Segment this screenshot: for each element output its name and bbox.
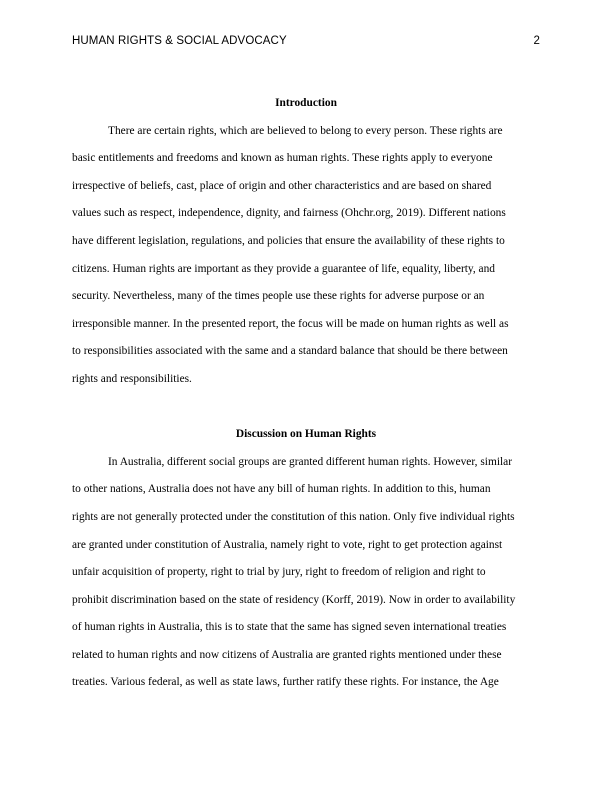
running-head-title: HUMAN RIGHTS & SOCIAL ADVOCACY [72,35,287,47]
text-line: values such as respect, independence, dignity, and fairness (Ohchr.org, 2019). Different nations [72,207,506,220]
text-line: There are certain rights, which are believed to belong to every person. These rights are [108,124,503,137]
text-line: irresponsible manner. In the presented report, the focus will be made on human rights as well as [72,317,509,330]
text-line: rights and responsibilities. [72,372,192,385]
text-line: rights are not generally protected under the constitution of this nation. Only five individual rights [72,510,515,523]
text-line: are granted under constitution of Australia, namely right to vote, right to get protection against [72,538,503,551]
page-number: 2 [533,35,540,47]
text-line: basic entitlements and freedoms and known as human rights. These rights apply to everyone [72,152,493,165]
section-heading-discussion: Discussion on Human Rights [235,428,377,441]
text-line: unfair acquisition of property, right to trial by jury, right to freedom of religion and right to [72,566,486,579]
text-line: treaties. Various federal, as well as state laws, further ratify these rights. For instance, the Age [72,676,499,689]
paragraph-introduction [72,118,540,394]
section-heading-introduction: Introduction [275,97,337,109]
text-line: irrespective of beliefs, cast, place of origin and other characteristics and are based on shared [72,179,492,192]
text-line: security. Nevertheless, many of the times people use these rights for adverse purpose or an [72,290,485,303]
text-line: related to human rights and now citizens of Australia are granted rights mentioned under these [72,648,502,661]
text-line: citizens. Human rights are important as they provide a guarantee of life, equality, liberty, and [72,262,495,275]
text-line: In Australia, different social groups are granted different human rights. However, similar [108,455,512,468]
section-spacer [72,394,540,422]
text-line: to other nations, Australia does not have any bill of human rights. In addition to this, human [72,483,491,496]
text-line: of human rights in Australia, this is to state that the same has signed seven international treaties [72,621,507,634]
text-line: prohibit discrimination based on the state of residency (Korff, 2019). Now in order to availability [72,593,516,606]
paragraph-discussion [72,449,540,697]
text-line: have different legislation, regulations, and policies that ensure the availability of these rights to [72,234,505,247]
running-header [72,35,540,51]
text-line: to responsibilities associated with the same and a standard balance that should be there between [72,345,508,358]
document-body [72,90,540,697]
